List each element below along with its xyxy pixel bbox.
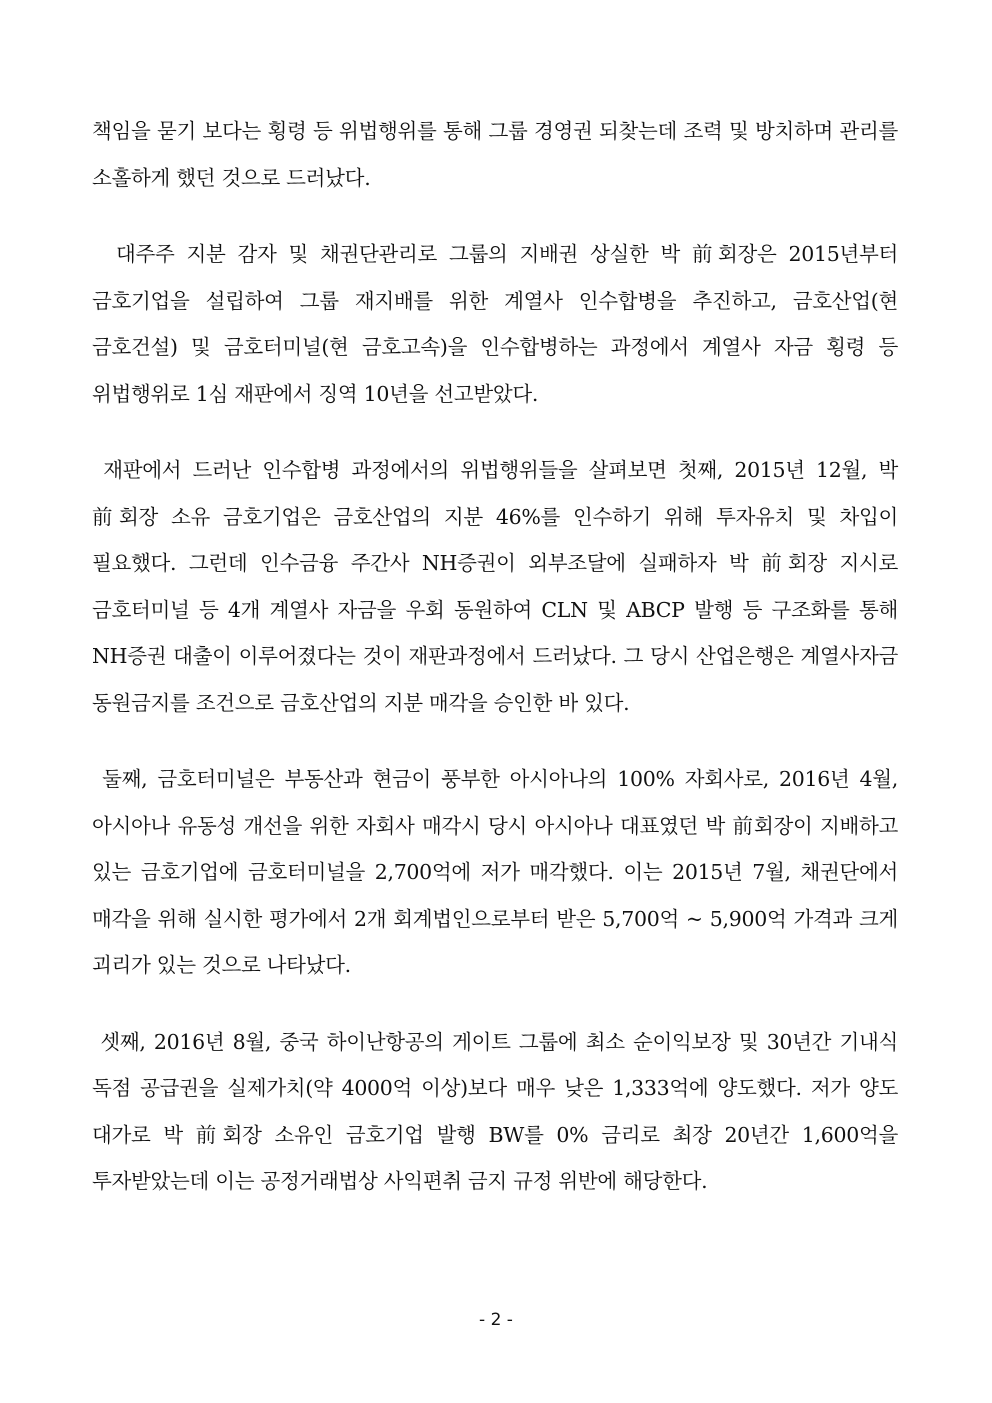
paragraph-5: 셋째, 2016년 8월, 중국 하이난항공의 게이트 그룹에 최소 순이익보장 및 30년간 기내식 독점 공급권을 실제가치(약 4000억 이상)보다 매우 낮은 1,333억에 양도했다. 저가 양도 대가로 박 前회장 소유인 금호기업 발행 BW를 0% 금리로 최장 20년간 1,600억을 투자받았는데 이는 공정거래법상 사익편취 금지 규정 위반에 해당한다.	[92, 1029, 905, 1193]
paragraph-2: 대주주 지분 감자 및 채권단관리로 그룹의 지배권 상실한 박 前회장은 2015년부터 금호기업을 설립하여 그룹 재지배를 위한 계열사 인수합병을 추진하고, 금호산업(현 금호건설) 및 금호터미널(현 금호고속)을 인수합병하는 과정에서 계열사 자금 횡령 등 위법행위로 1심 재판에서 징역 10년을 선고받았다.	[92, 242, 905, 406]
paragraph-1: 책임을 묻기 보다는 횡령 등 위법행위를 통해 그룹 경영권 되찾는데 조력 및 방치하며 관리를 소홀하게 했던 것으로 드러났다.	[92, 119, 898, 190]
paragraph-3: 재판에서 드러난 인수합병 과정에서의 위법행위들을 살펴보면 첫째, 2015년 12월, 박 前회장 소유 금호기업은 금호산업의 지분 46%를 인수하기 위해 투자유치 및 차입이 필요했다. 그런데 인수금융 주간사 NH증권이 외부조달에 실패하자 박 前회장 지시로 금호터미널 등 4개 계열사 자금을 우회 동원하여 CLN 및 ABCP 발행 등 구조화를 통해 NH증권 대출이 이루어졌다는 것이 재판과정에서 드러났다. 그 당시 산업은행은 계열사자금 동원금지를 조건으로 금호산업의 지분 매각을 승인한 바 있다.	[92, 458, 905, 715]
document-body	[92, 108, 905, 1205]
paragraph-4: 둘째, 금호터미널은 부동산과 현금이 풍부한 아시아나의 100% 자회사로, 2016년 4월, 아시아나 유동성 개선을 위한 자회사 매각시 당시 아시아나 대표였던 박 前회장이 지배하고 있는 금호기업에 금호터미널을 2,700억에 저가 매각했다. 이는 2015년 7월, 채권단에서 매각을 위해 실시한 평가에서 2개 회계법인으로부터 받은 5,700억 ~ 5,900억 가격과 크게 괴리가 있는 것으로 나타났다.	[92, 767, 905, 977]
page-number: - 2 -	[479, 1310, 513, 1330]
